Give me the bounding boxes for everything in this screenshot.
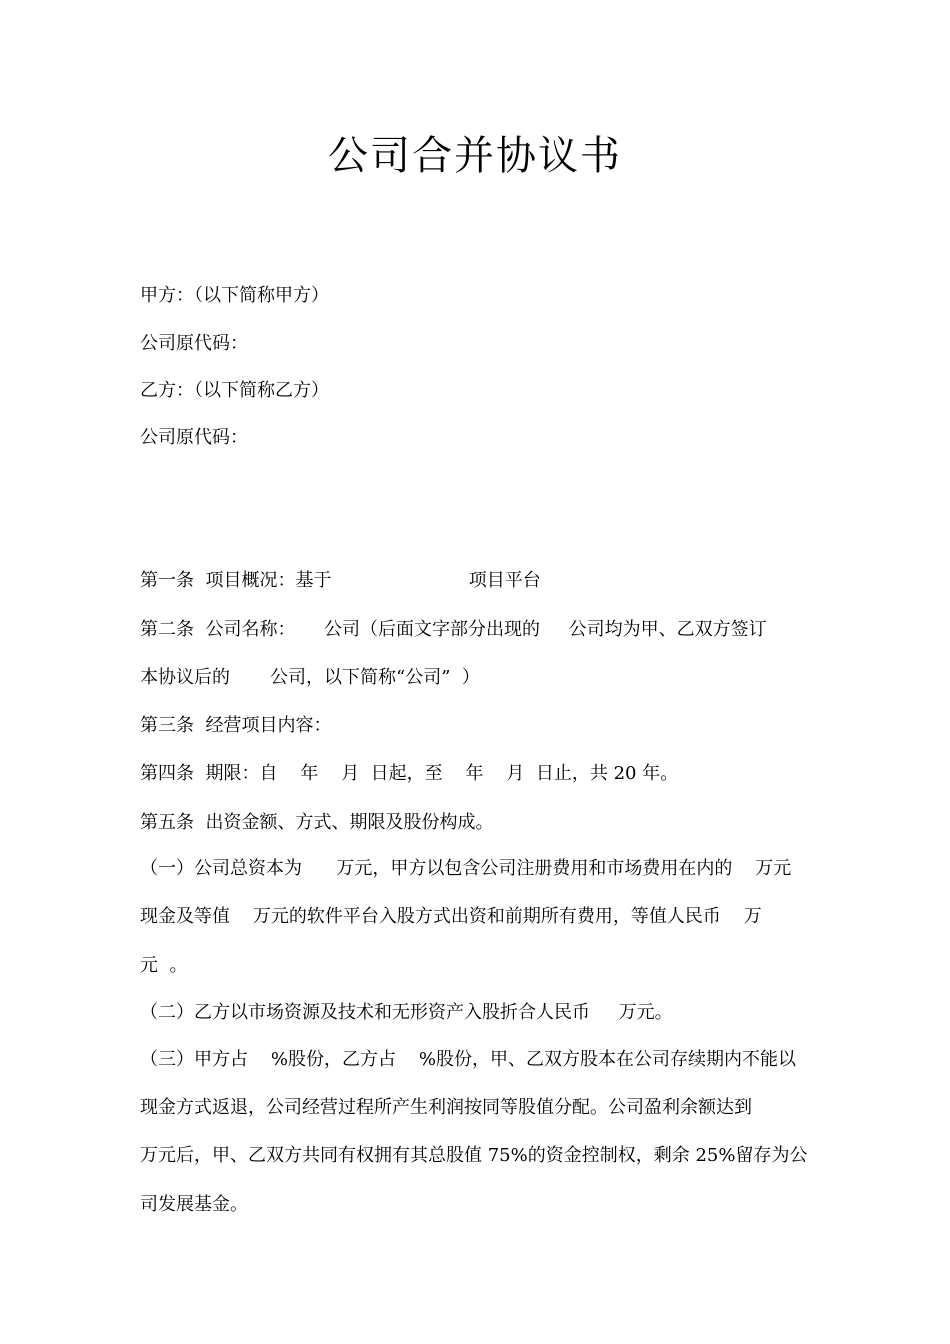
party-b-code-line: 公司原代码：	[140, 427, 248, 448]
article-4: 第四条 期限：自 年 月 日起，至 年 月 日止，共 20 年。	[140, 763, 679, 784]
article-5: 第五条 出资金额、方式、期限及股份构成。	[140, 812, 494, 833]
party-a-code-line: 公司原代码：	[140, 333, 248, 354]
clause-3-line-2: 现金方式返退，公司经营过程所产生利润按同等股值分配。公司盈利余额达到	[140, 1097, 752, 1118]
clause-2: （二）乙方以市场资源及技术和无形资产入股折合人民币 万元。	[140, 1002, 673, 1023]
party-a-line: 甲方：（以下简称甲方）	[140, 285, 329, 306]
clause-3-line-1: （三）甲方占 %股份，乙方占 %股份，甲、乙双方股本在公司存续期内不能以	[140, 1049, 796, 1070]
clause-1-line-2: 现金及等值 万元的软件平台入股方式出资和前期所有费用，等值人民币 万	[140, 906, 762, 927]
clause-3-line-3: 万元后，甲、乙双方共同有权拥有其总股值 75%的资金控制权，剩余 25%留存为公	[140, 1145, 808, 1166]
article-3: 第三条 经营项目内容：	[140, 715, 332, 736]
clause-1-line-1: （一）公司总资本为 万元，甲方以包含公司注册费用和市场费用在内的 万元	[140, 858, 792, 879]
article-2-cont: 本协议后的 公司，以下简称“公司” ）	[140, 667, 480, 688]
article-2: 第二条 公司名称： 公司（后面文字部分出现的 公司均为甲、乙双方签订	[140, 619, 767, 640]
party-b-line: 乙方：（以下简称乙方）	[140, 380, 329, 401]
clause-3-line-4: 司发展基金。	[140, 1194, 248, 1215]
clause-1-line-3: 元 。	[140, 955, 188, 976]
article-1: 第一条 项目概况：基于 项目平台	[140, 570, 541, 591]
document-title: 公司合并协议书	[328, 133, 622, 179]
